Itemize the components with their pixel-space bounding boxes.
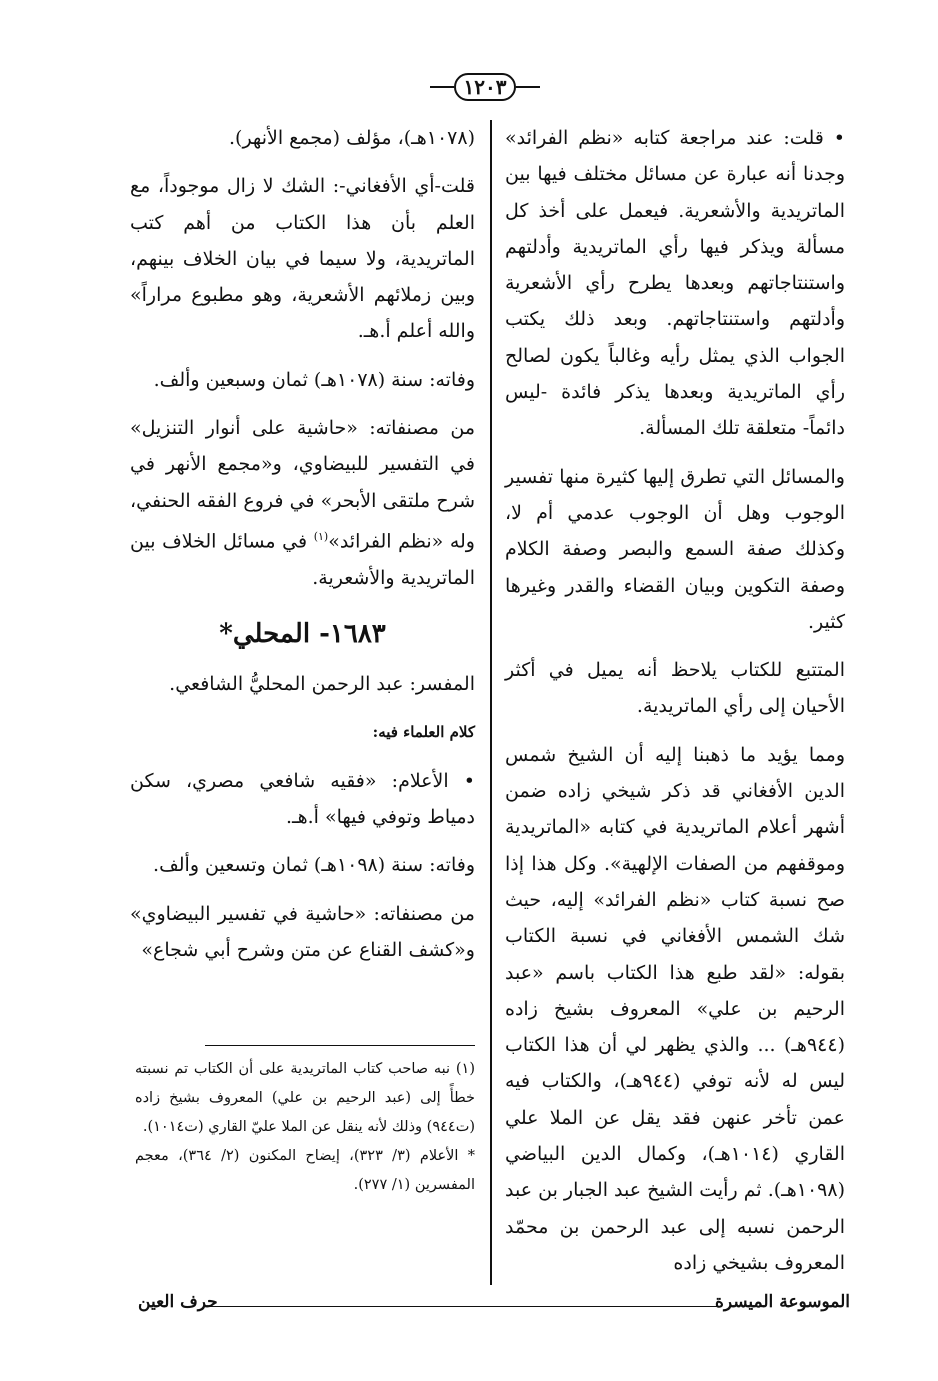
left-column [130, 120, 475, 980]
right-paragraph-3: المتتبع للكتاب يلاحظ أنه يميل في أكثر الأحيان إلى رأي الماتريدية. [505, 659, 845, 718]
left-paragraph-7: • الأعلام: «فقيه شافعي مصري، سكن دمياط وتوفي فيها» أ.هـ. [130, 769, 475, 829]
left-paragraph-3: وفاته: سنة (١٠٧٨هـ) ثمان وسبعين وألف. [153, 368, 475, 391]
footer-section: حرف العين [138, 1292, 218, 1312]
section-subheading: كلام العلماء فيه: [372, 723, 475, 742]
left-paragraph-1: (١٠٧٨هـ)، مؤلف (مجمع الأنهر). [229, 127, 475, 149]
left-paragraph-4 [130, 410, 475, 596]
footer-rule [210, 1306, 722, 1307]
footnote-2: * الأعلام (٣/ ٣٢٣)، إيضاح المكنون (٢/ ٣٦٤)، معجم المفسرين (١/ ٢٧٧). [135, 1148, 475, 1193]
page-number-text: ١٢٠٣ [454, 73, 517, 101]
column-divider [490, 120, 492, 1285]
page-number [430, 72, 540, 102]
entry-heading: ١٦٨٣- المحلي* [219, 618, 386, 649]
right-paragraph-1: • قلت: عند مراجعة كتابه «نظم الفرائد» وجدنا أنه عبارة عن مسائل مختلف فيها بين الماتريدية والأشعرية. فيعمل على أخذ كل مسألة ويذكر فيها رأي الماتريدية وأدلتهم واستنتاجاتهم وبعدها يطرح رأي الأشعرية وأدلتهم واستنتاجاتهم. وبعد ذلك يكتب الجواب الذي يمثل رأيه وغالباً يكون لصالح رأي الماتريدية وبعدها يذكر فائدة -ليس دائماً- متعلقة تلك المسألة. [505, 127, 845, 440]
footnotes [135, 1055, 475, 1200]
footnote-rule [205, 1045, 475, 1046]
right-paragraph-4: ومما يؤيد ما ذهبنا إليه أن الشيخ شمس الدين الأفغاني قد ذكر شيخي زاده ضمن أشهر أعلام الماتريدية في كتابه «الماتريدية وموقفهم من الصفات الإلهية». وكل هذا إذا صح نسبة كتاب «نظم الفرائد» إليه، حيث شك الشمس الأفغاني في نسبة الكتاب بقوله: «لقد طبع هذا الكتاب باسم «عبد الرحيم بن علي» المعروف بشيخ زاده (٩٤٤هـ) ... والذي يظهر لي أن هذا الكتاب ليس له لأنه توفي (٩٤٤هـ)، والكتاب فيه عمن تأخر عنهن فقد يقل عن الملا علي القاري (١٠١٤هـ)، وكمال الدين البياضي (١٠٩٨هـ). ثم رأيت الشيخ عبد الجبار بن عبد الرحمن نسبه إلى عبد الرحمن بن محمّد المعروف بشيخي زاده [505, 743, 846, 1274]
right-paragraph-2: والمسائل التي تطرق إليها كثيرة منها تفسير الوجوب وهل أن الوجوب عدمي أم لا، وكذلك صفة السمع والبصر وصفة الكلام وصفة التكوين وبيان القضاء والقدر وغيرها كثير. [505, 465, 845, 633]
footer-title: الموسوعة الميسرة [714, 1292, 850, 1312]
footnote-1: (١) نبه صاحب كتاب الماتريدية على أن الكتاب تم نسبته خطأً إلى (عبد الرحيم بن علي) المعروف بشيخ زاده (ت٩٤٤) وذلك لأنه ينقل عن الملا عليّ القاري (ت١٠١٤). [135, 1061, 475, 1135]
left-paragraph-4-tail: في مسائل الخلاف بين الماتريدية والأشعرية. [130, 530, 475, 589]
right-column [505, 120, 845, 1293]
left-paragraph-5: المفسر: عبد الرحمن المحليُّ الشافعي. [169, 673, 475, 696]
left-paragraph-8: وفاته: سنة (١٠٩٨هـ) ثمان وتسعين وألف. [153, 854, 475, 877]
left-paragraph-4-text: من مصنفاته: «حاشية على أنوار التنزيل» في التفسير للبيضاوي، و«مجمع الأنهر في شرح ملتقى الأبحر» في فروع الفقه الحنفي، وله «نظم الفرائد» [130, 417, 475, 553]
footnote-ref: (١) [313, 529, 329, 543]
left-paragraph-9: من مصنفاته: «حاشية في تفسير البيضاوي» و«كشف القناع عن متن وشرح أبي شجاع» [130, 902, 475, 961]
left-paragraph-2: قلت-أي الأفغاني-: الشك لا زال موجوداً، مع العلم بأن هذا الكتاب من أهم كتب الماتريدية، ولا سيما في بيان الخلاف بينهم، وبين زملائهم الأشعرية، وهو مطبوع مراراً» والله أعلم أ.هـ. [130, 175, 475, 343]
page-footer [138, 1292, 850, 1322]
